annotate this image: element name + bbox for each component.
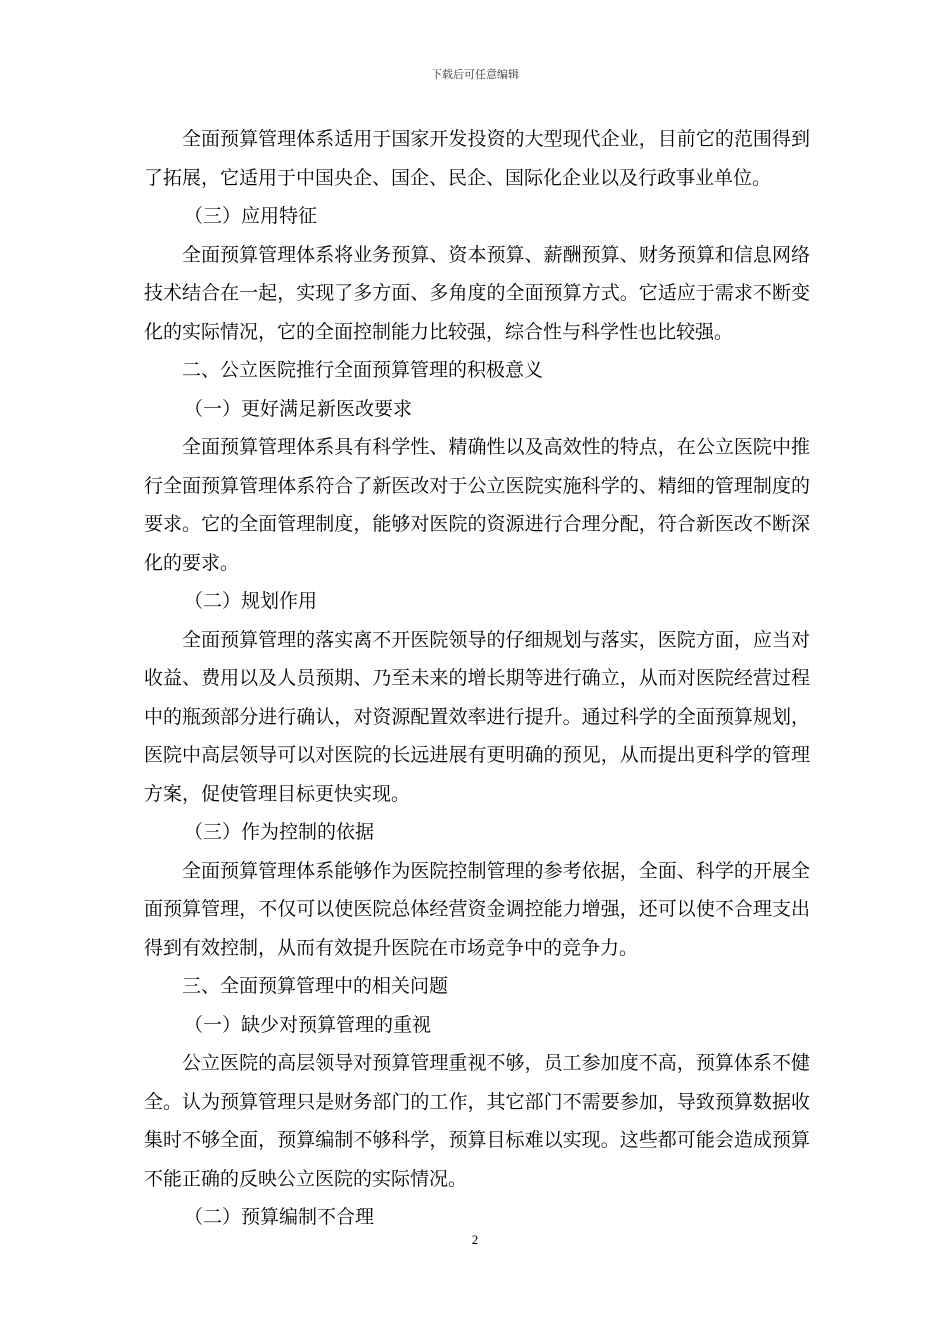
paragraph: 全面预算管理的落实离不开医院领导的仔细规划与落实，医院方面，应当对收益、费用以及人员预期、乃至未来的增长期等进行确立，从而对医院经营过程中的瓶颈部分进行确认，对资源配置效率进行提升。通过科学的全面预算规划，医院中高层领导可以对医院的长远进展有更明确的预见，从而提出更科学的管理方案，促使管理目标更快实现。 — [144, 628, 810, 805]
subsection-heading: （一）更好满足新医改要求 — [184, 397, 413, 420]
subsection-heading: （三）作为控制的依据 — [184, 821, 375, 843]
section-heading: 三、全面预算管理中的相关问题 — [182, 975, 449, 997]
subsection-heading: （三）应用特征 — [184, 205, 318, 227]
paragraph: 公立医院的高层领导对预算管理重视不够，员工参加度不高，预算体系不健全。认为预算管理只是财务部门的工作，其它部门不需要参加，导致预算数据收集时不够全面，预算编制不够科学，预算目标难以实现。这些都可能会造成预算不能正确的反映公立医院的实际情况。 — [144, 1052, 810, 1190]
paragraph: 全面预算管理体系将业务预算、资本预算、薪酬预算、财务预算和信息网络技术结合在一起，实现了多方面、多角度的全面预算方式。它适应于需求不断变化的实际情况，它的全面控制能力比较强，综合性与科学性也比较强。 — [144, 243, 810, 343]
document-body — [144, 120, 810, 1237]
page-header: 下载后可任意编辑 — [431, 68, 519, 81]
page-number: 2 — [471, 1232, 479, 1247]
subsection-heading: （二）规划作用 — [184, 590, 318, 612]
subsection-heading: （一）缺少对预算管理的重视 — [184, 1013, 432, 1036]
paragraph: 全面预算管理体系能够作为医院控制管理的参考依据，全面、科学的开展全面预算管理，不仅可以使医院总体经营资金调控能力增强，还可以使不合理支出得到有效控制，从而有效提升医院在市场竞争中的竞争力。 — [144, 859, 810, 959]
section-heading: 二、公立医院推行全面预算管理的积极意义 — [182, 359, 544, 381]
paragraph: 全面预算管理体系具有科学性、精确性以及高效性的特点，在公立医院中推行全面预算管理体系符合了新医改对于公立医院实施科学的、精细的管理制度的要求。它的全面管理制度，能够对医院的资源进行合理分配，符合新医改不断深化的要求。 — [144, 436, 810, 574]
paragraph: 全面预算管理体系适用于国家开发投资的大型现代企业，目前它的范围得到了拓展，它适用于中国央企、国企、民企、国际化企业以及行政事业单位。 — [144, 128, 810, 189]
subsection-heading: （二）预算编制不合理 — [184, 1206, 375, 1228]
